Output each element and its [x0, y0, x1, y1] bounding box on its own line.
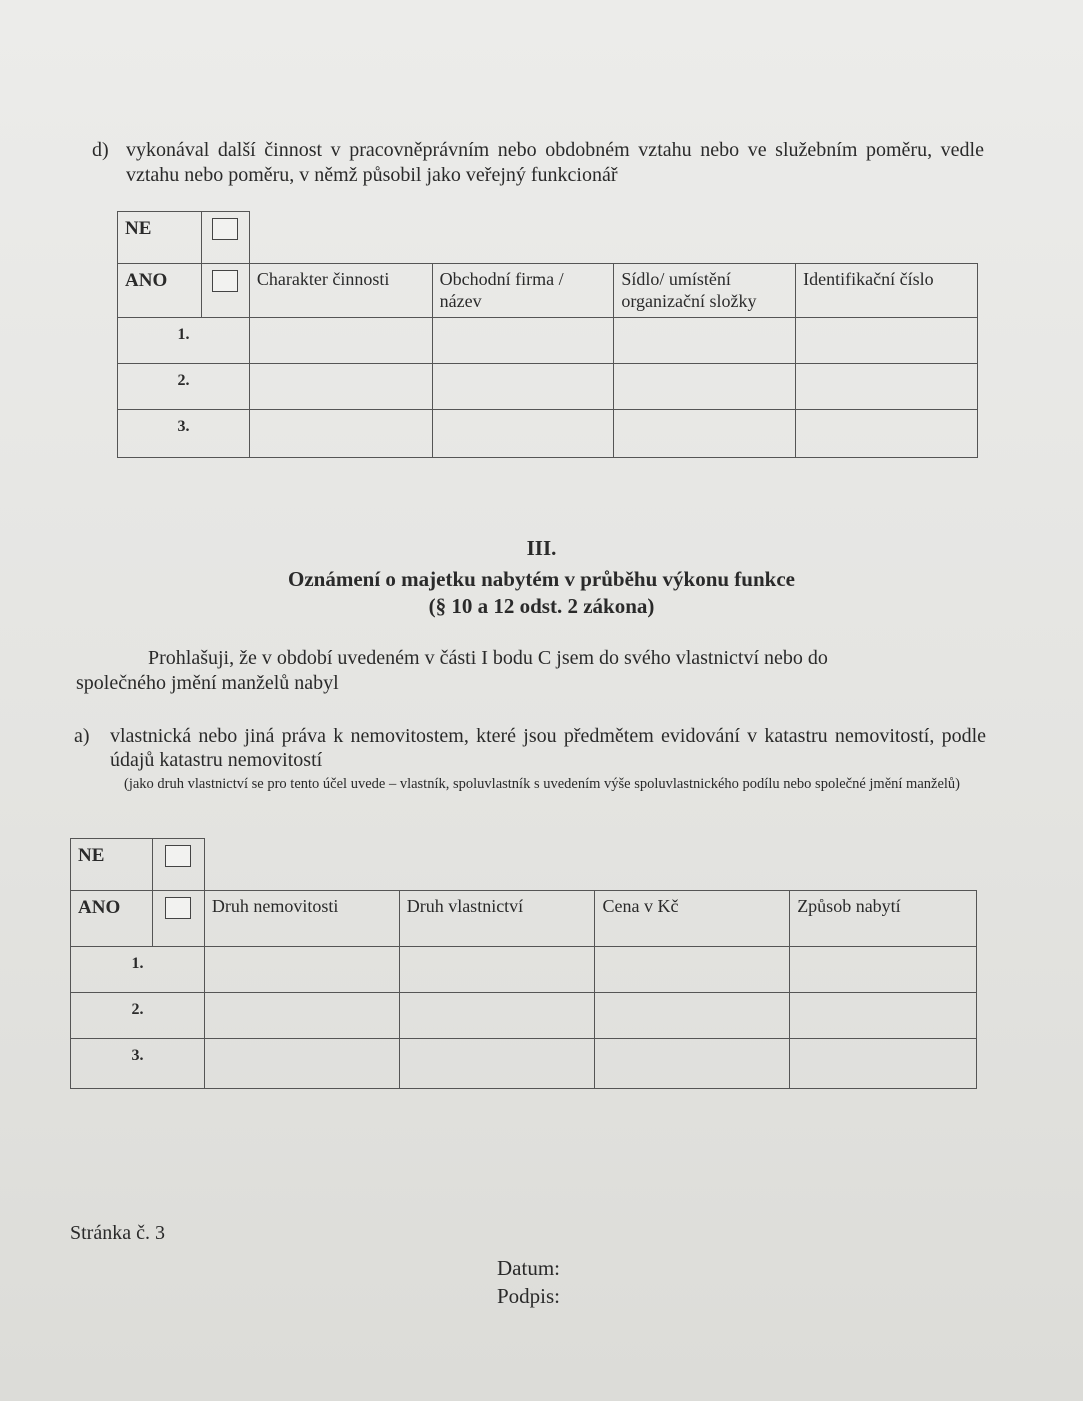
table-cell[interactable] — [399, 1039, 595, 1089]
row-number: 3. — [71, 1039, 205, 1089]
checkbox-icon — [212, 270, 238, 292]
ano-checkbox-a[interactable] — [152, 891, 204, 947]
row-number: 2. — [71, 993, 205, 1039]
ne-checkbox-a[interactable] — [152, 839, 204, 891]
table-cell[interactable] — [249, 364, 432, 410]
column-header: Druh vlastnictví — [399, 891, 595, 947]
table-cell[interactable] — [249, 410, 432, 458]
table-cell[interactable] — [614, 318, 796, 364]
table-cell[interactable] — [432, 410, 614, 458]
table-cell[interactable] — [432, 364, 614, 410]
section-a-paragraph — [74, 724, 986, 793]
table-cell[interactable] — [614, 364, 796, 410]
table-row — [118, 318, 978, 364]
column-header: Sídlo/ umístění organizační složky — [614, 264, 796, 318]
table-cell[interactable] — [790, 947, 977, 993]
table-cell[interactable] — [790, 1039, 977, 1089]
section-a-label: a) — [74, 725, 90, 747]
checkbox-icon — [212, 218, 238, 240]
section-roman-numeral: III. — [526, 536, 557, 560]
column-header: Obchodní firma / název — [432, 264, 614, 318]
column-header: Druh nemovitosti — [204, 891, 399, 947]
ano-checkbox-d[interactable] — [201, 264, 249, 318]
table-row — [71, 993, 977, 1039]
section-law-reference: (§ 10 a 12 odst. 2 zákona) — [428, 594, 655, 618]
table-cell[interactable] — [796, 318, 978, 364]
section-a-text: vlastnická nebo jiná práva k nemovitostem, které jsou předmětem evidování v katastru nemovitostí, podle údajů katastru nemovitostí — [110, 725, 986, 771]
table-row — [118, 410, 978, 458]
table-row — [71, 947, 977, 993]
table-cell[interactable] — [595, 947, 790, 993]
table-cell[interactable] — [249, 318, 432, 364]
section-d-paragraph — [92, 138, 984, 188]
table-cell[interactable] — [399, 947, 595, 993]
declaration-line: Prohlašuji, že v období uvedeném v části I bodu C jsem do svého vlastnictví nebo do — [148, 647, 828, 669]
row-number: 3. — [118, 410, 250, 458]
table-cell[interactable] — [595, 1039, 790, 1089]
table-cell[interactable] — [432, 318, 614, 364]
section-a-note: (jako druh vlastnictví se pro tento účel uvede – vlastník, spoluvlastník s uvedením výše spoluvlastnického podílu nebo společné jmění manželů) — [124, 776, 960, 792]
checkbox-icon — [165, 897, 191, 919]
ano-label-a: ANO — [71, 891, 153, 947]
declaration-paragraph — [76, 646, 984, 696]
table-cell[interactable] — [790, 993, 977, 1039]
row-number: 1. — [71, 947, 205, 993]
section-d-text: vykonával další činnost v pracovněprávním nebo obdobném vztahu nebo ve služebním poměru, vedle vztahu nebo poměru, v němž působil jako veřejný funkcionář — [126, 139, 984, 186]
table-a — [70, 838, 977, 1089]
section-d-label: d) — [92, 139, 109, 161]
table-cell[interactable] — [614, 410, 796, 458]
ne-label-d: NE — [118, 212, 202, 264]
table-cell[interactable] — [204, 1039, 399, 1089]
ano-label-d: ANO — [118, 264, 202, 318]
date-label: Datum: — [497, 1256, 560, 1280]
signature-label: Podpis: — [497, 1284, 561, 1308]
column-header: Způsob nabytí — [790, 891, 977, 947]
column-header: Cena v Kč — [595, 891, 790, 947]
table-cell[interactable] — [399, 993, 595, 1039]
table-cell[interactable] — [204, 947, 399, 993]
column-header: Charakter činnosti — [249, 264, 432, 318]
ne-label-a: NE — [71, 839, 153, 891]
table-cell[interactable] — [796, 364, 978, 410]
table-d — [117, 211, 978, 458]
page-number: Stránka č. 3 — [70, 1222, 165, 1244]
table-row — [118, 364, 978, 410]
declaration-line: společného jmění manželů nabyl — [76, 672, 339, 694]
table-cell[interactable] — [595, 993, 790, 1039]
ne-checkbox-d[interactable] — [201, 212, 249, 264]
section-title: Oznámení o majetku nabytém v průběhu výkonu funkce — [288, 567, 795, 591]
column-header: Identifikační číslo — [796, 264, 978, 318]
table-row — [71, 1039, 977, 1089]
row-number: 2. — [118, 364, 250, 410]
table-cell[interactable] — [796, 410, 978, 458]
checkbox-icon — [165, 845, 191, 867]
table-cell[interactable] — [204, 993, 399, 1039]
row-number: 1. — [118, 318, 250, 364]
